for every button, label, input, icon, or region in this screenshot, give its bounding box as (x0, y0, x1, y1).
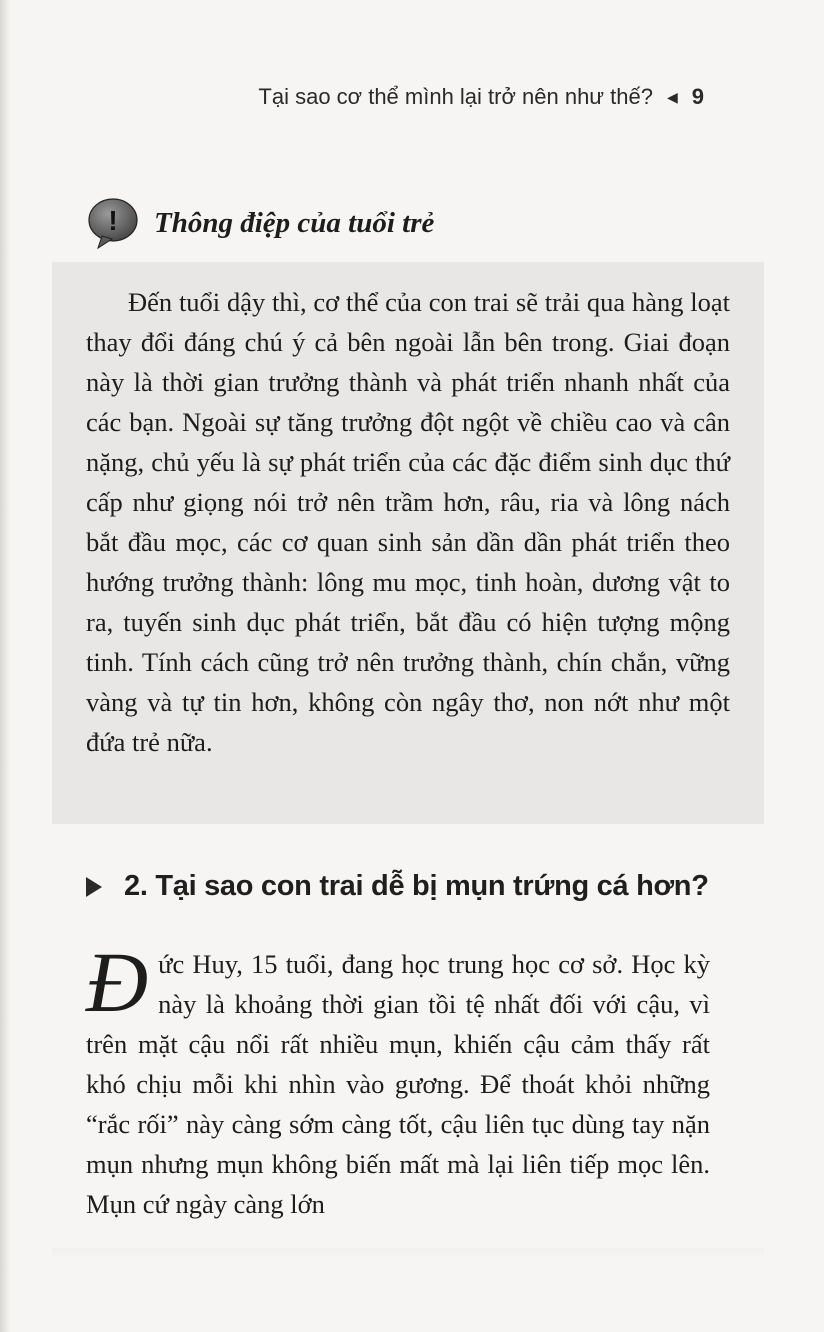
page-edge-shadow (0, 0, 10, 1332)
section-heading (86, 870, 709, 903)
page-number: 9 (691, 84, 704, 109)
section-title: 2. Tại sao con trai dễ bị mụn trứng cá hơn? (124, 870, 709, 902)
message-title: Thông điệp của tuổi trẻ (154, 206, 435, 239)
right-triangle-icon (86, 877, 102, 897)
exclamation-speech-bubble-icon (86, 196, 140, 250)
message-body: Đến tuổi dậy thì, cơ thể của con trai sẽ trải qua hàng loạt thay đổi đáng chú ý cả bên ngoài lẫn bên trong. Giai đoạn này là thời gian trưởng thành và phát triển nhanh nhất của các bạn. Ngoài sự tăng trưởng đột ngột về chiều cao và cân nặng, chủ yếu là sự phát triển của các đặc điểm sinh dục thứ cấp như giọng nói trở nên trầm hơn, râu, ria và lông nách bắt đầu mọc, các cơ quan sinh sản dần dần phát triển theo hướng trưởng thành: lông mu mọc, tinh hoàn, dương vật to ra, tuyến sinh dục phát triển, bắt đầu có hiện tượng mộng tinh. Tính cách cũng trở nên trưởng thành, chín chắn, vững vàng và tự tin hơn, không còn ngây thơ, non nớt như một đứa trẻ nữa. (86, 287, 730, 757)
story-text: ức Huy, 15 tuổi, đang học trung học cơ sở. Học kỳ này là khoảng thời gian tồi tệ nhất đối với cậu, vì trên mặt cậu nổi rất nhiều mụn, khiến cậu cảm thấy rất khó chịu mỗi khi nhìn vào gương. Để thoát khỏi những “rắc rối” này càng sớm càng tốt, cậu liên tục dùng tay nặn mụn nhưng mụn không biến mất mà lại liên tiếp mọc lên. Mụn cứ ngày càng lớn (86, 949, 710, 1219)
drop-cap: Đ (86, 934, 149, 1030)
chapter-title: Tại sao cơ thể mình lại trở nên như thế? (258, 84, 653, 109)
svg-text:!: ! (108, 205, 118, 236)
running-header (258, 84, 704, 110)
story-paragraph (86, 934, 710, 1224)
left-triangle-icon: ◀ (666, 88, 678, 105)
message-title-row (86, 196, 434, 250)
bottom-fade (52, 1248, 764, 1258)
